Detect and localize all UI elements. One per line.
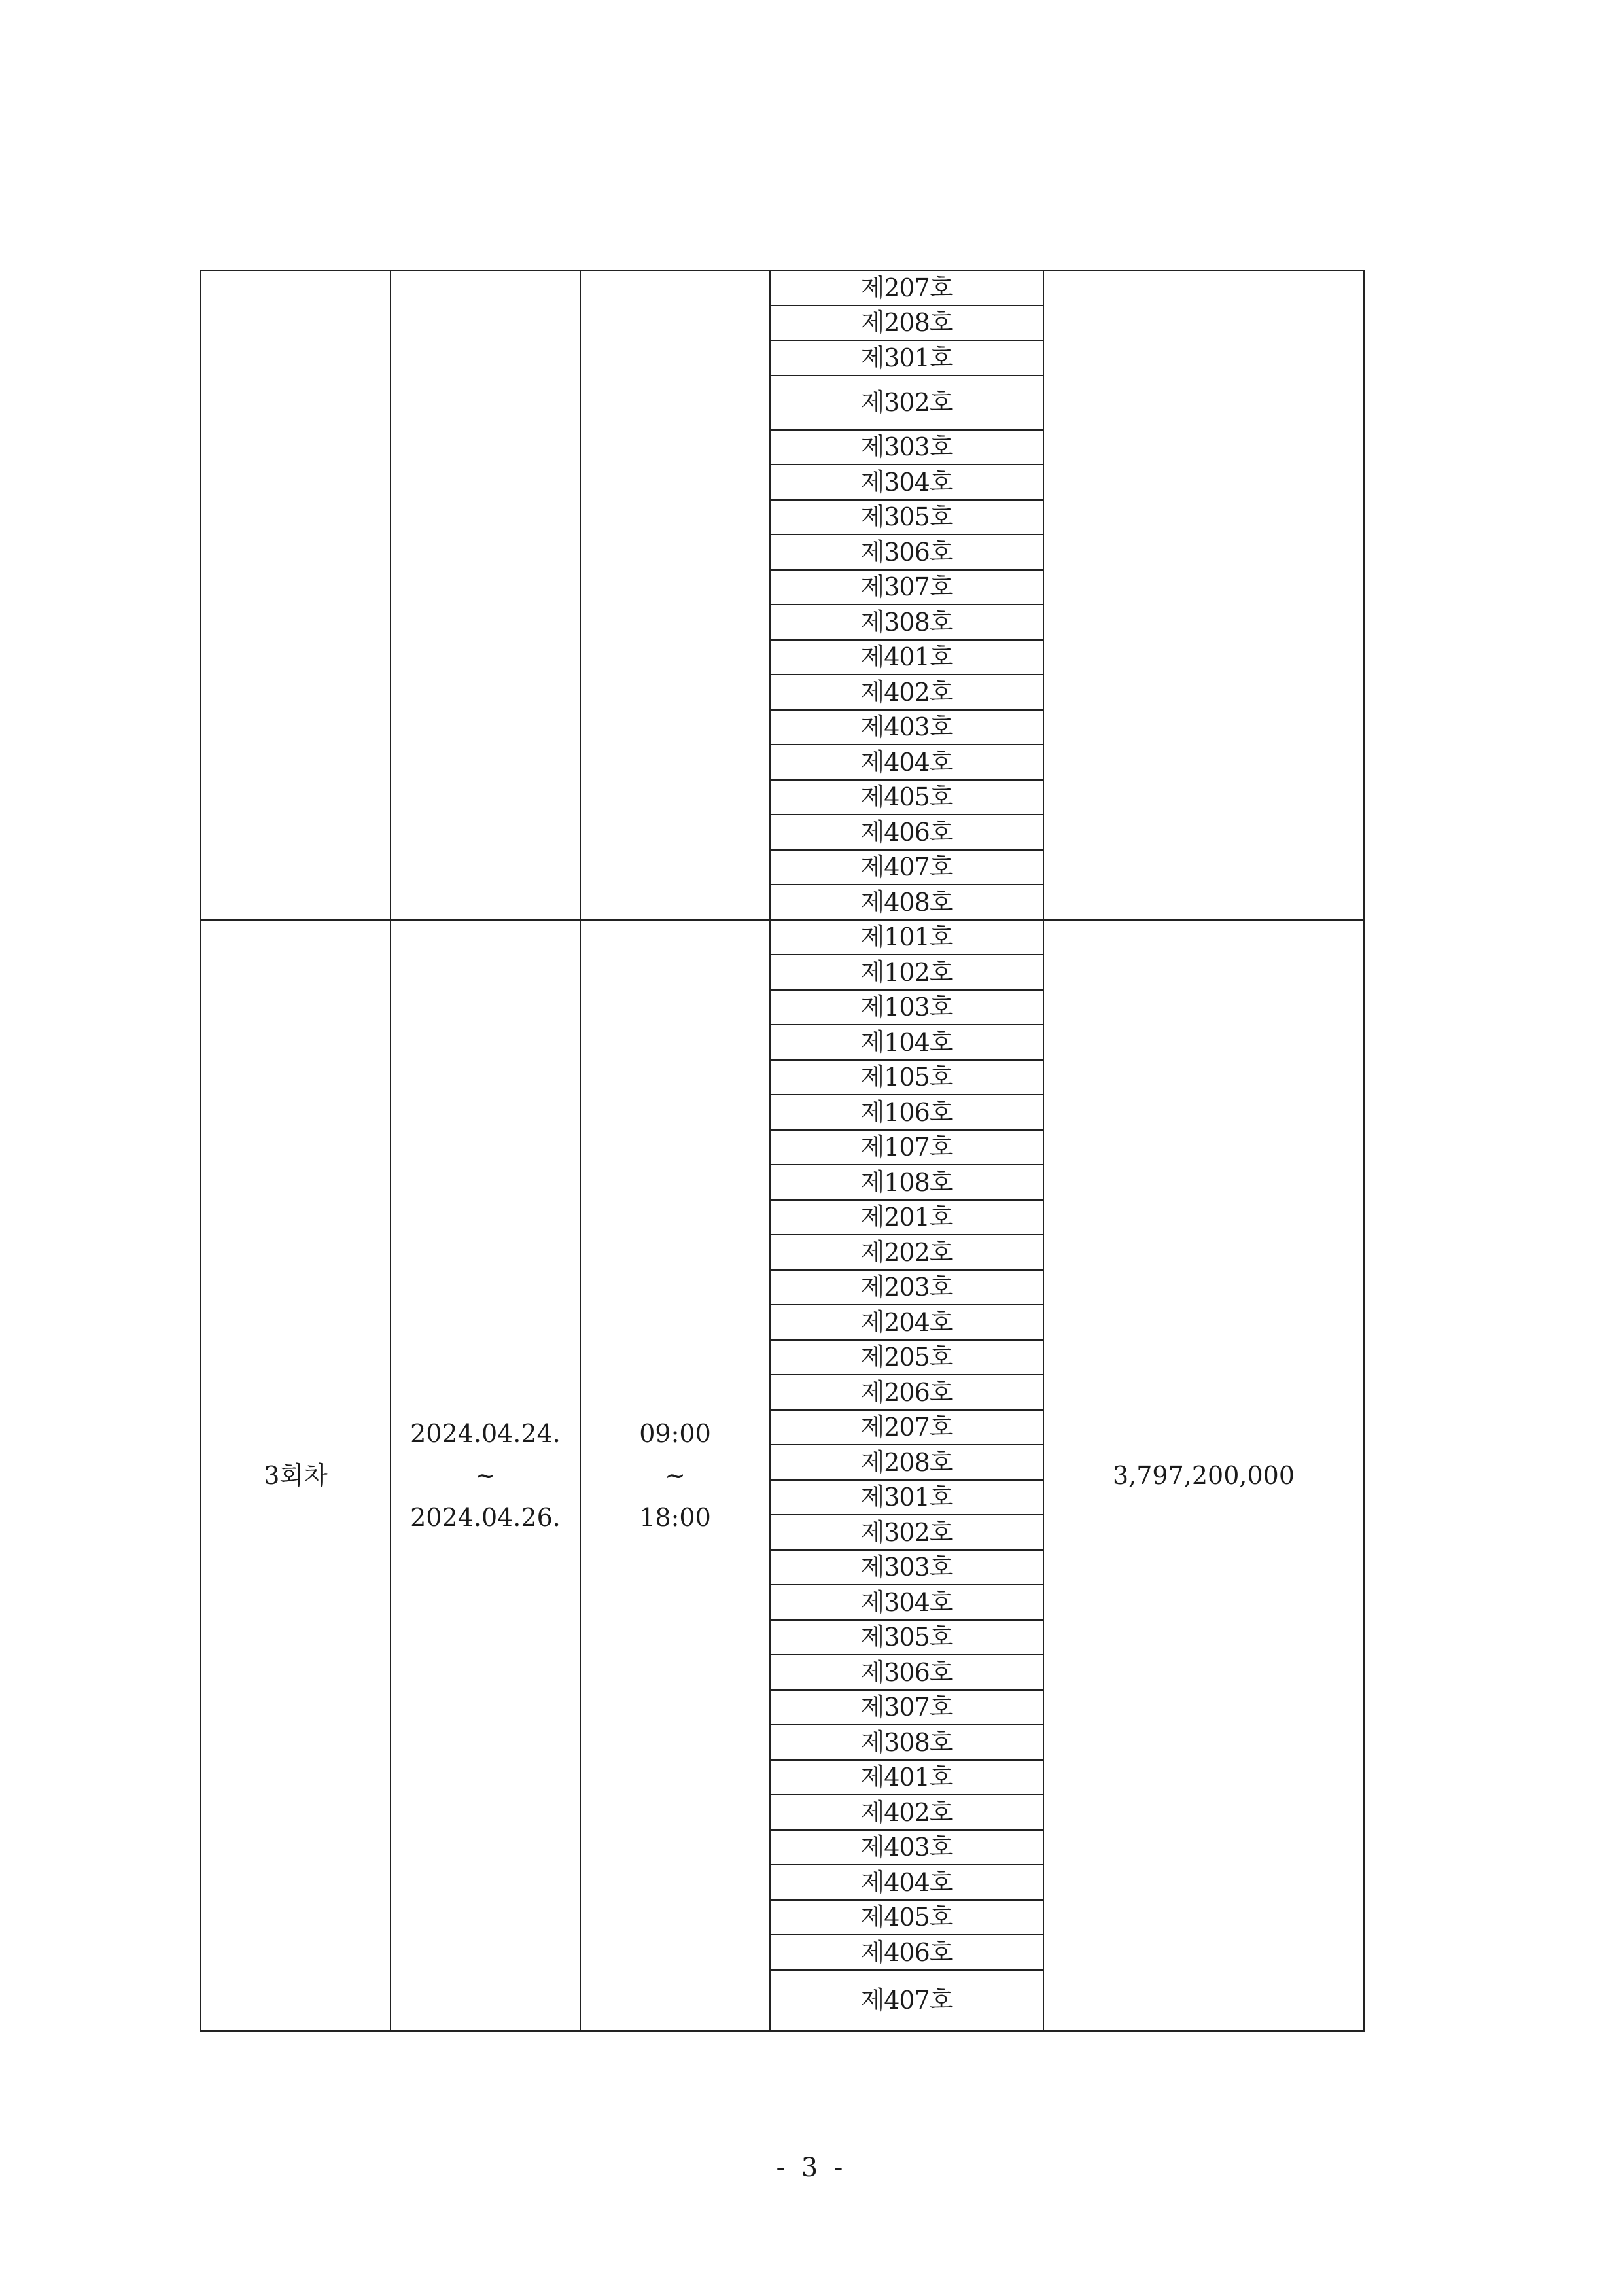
room-cell: 제301호 — [770, 340, 1043, 376]
room-cell: 제402호 — [770, 1795, 1043, 1830]
room-cell: 제403호 — [770, 1830, 1043, 1865]
room-cell: 제306호 — [770, 1655, 1043, 1690]
room-cell: 제303호 — [770, 1550, 1043, 1585]
room-cell: 제401호 — [770, 640, 1043, 675]
room-cell: 제206호 — [770, 1375, 1043, 1410]
time-separator: ~ — [665, 1460, 686, 1490]
room-cell: 제303호 — [770, 430, 1043, 465]
room-cell: 제103호 — [770, 990, 1043, 1025]
table-row — [201, 920, 1364, 955]
room-cell: 제404호 — [770, 745, 1043, 780]
round-cell: 3회차 — [201, 920, 391, 2031]
room-cell: 제408호 — [770, 885, 1043, 920]
time-cell — [580, 920, 770, 2031]
room-cell: 제108호 — [770, 1165, 1043, 1200]
room-cell: 제202호 — [770, 1235, 1043, 1270]
price-cell-empty — [1043, 270, 1364, 920]
room-cell: 제403호 — [770, 710, 1043, 745]
price-cell: 3,797,200,000 — [1043, 920, 1364, 2031]
room-cell: 제301호 — [770, 1480, 1043, 1515]
time-end: 18:00 — [639, 1502, 711, 1532]
time-cell-empty — [580, 270, 770, 920]
room-cell: 제102호 — [770, 955, 1043, 990]
room-cell: 제308호 — [770, 605, 1043, 640]
page-number: - 3 - — [776, 2153, 847, 2183]
room-cell: 제207호 — [770, 270, 1043, 306]
date-start: 2024.04.24. — [410, 1419, 561, 1448]
room-cell: 제406호 — [770, 1935, 1043, 1970]
room-cell: 제405호 — [770, 1900, 1043, 1935]
room-cell: 제105호 — [770, 1060, 1043, 1095]
date-cell — [391, 920, 580, 2031]
room-cell: 제307호 — [770, 570, 1043, 605]
room-cell: 제306호 — [770, 535, 1043, 570]
round-cell-empty — [201, 270, 391, 920]
room-cell: 제404호 — [770, 1865, 1043, 1900]
schedule-table — [200, 270, 1365, 2032]
room-cell: 제106호 — [770, 1095, 1043, 1130]
room-cell: 제401호 — [770, 1760, 1043, 1795]
date-cell-empty — [391, 270, 580, 920]
room-cell: 제302호 — [770, 1515, 1043, 1550]
room-cell: 제407호 — [770, 1970, 1043, 2031]
room-cell: 제207호 — [770, 1410, 1043, 1445]
room-cell: 제208호 — [770, 1445, 1043, 1480]
room-cell: 제405호 — [770, 780, 1043, 815]
room-cell: 제107호 — [770, 1130, 1043, 1165]
table-row — [201, 270, 1364, 306]
room-cell: 제205호 — [770, 1340, 1043, 1375]
room-cell: 제308호 — [770, 1725, 1043, 1760]
date-separator: ~ — [475, 1460, 496, 1490]
room-cell: 제304호 — [770, 1585, 1043, 1620]
room-cell: 제305호 — [770, 1620, 1043, 1655]
time-start: 09:00 — [639, 1419, 711, 1448]
room-cell: 제101호 — [770, 920, 1043, 955]
room-cell: 제203호 — [770, 1270, 1043, 1305]
room-cell: 제204호 — [770, 1305, 1043, 1340]
room-cell: 제201호 — [770, 1200, 1043, 1235]
room-cell: 제208호 — [770, 306, 1043, 341]
date-end: 2024.04.26. — [410, 1502, 561, 1532]
room-cell: 제304호 — [770, 465, 1043, 500]
room-cell: 제307호 — [770, 1690, 1043, 1725]
room-cell: 제407호 — [770, 850, 1043, 885]
room-cell: 제402호 — [770, 675, 1043, 710]
room-cell: 제104호 — [770, 1025, 1043, 1060]
room-cell: 제406호 — [770, 815, 1043, 850]
room-cell: 제302호 — [770, 376, 1043, 430]
room-cell: 제305호 — [770, 500, 1043, 535]
